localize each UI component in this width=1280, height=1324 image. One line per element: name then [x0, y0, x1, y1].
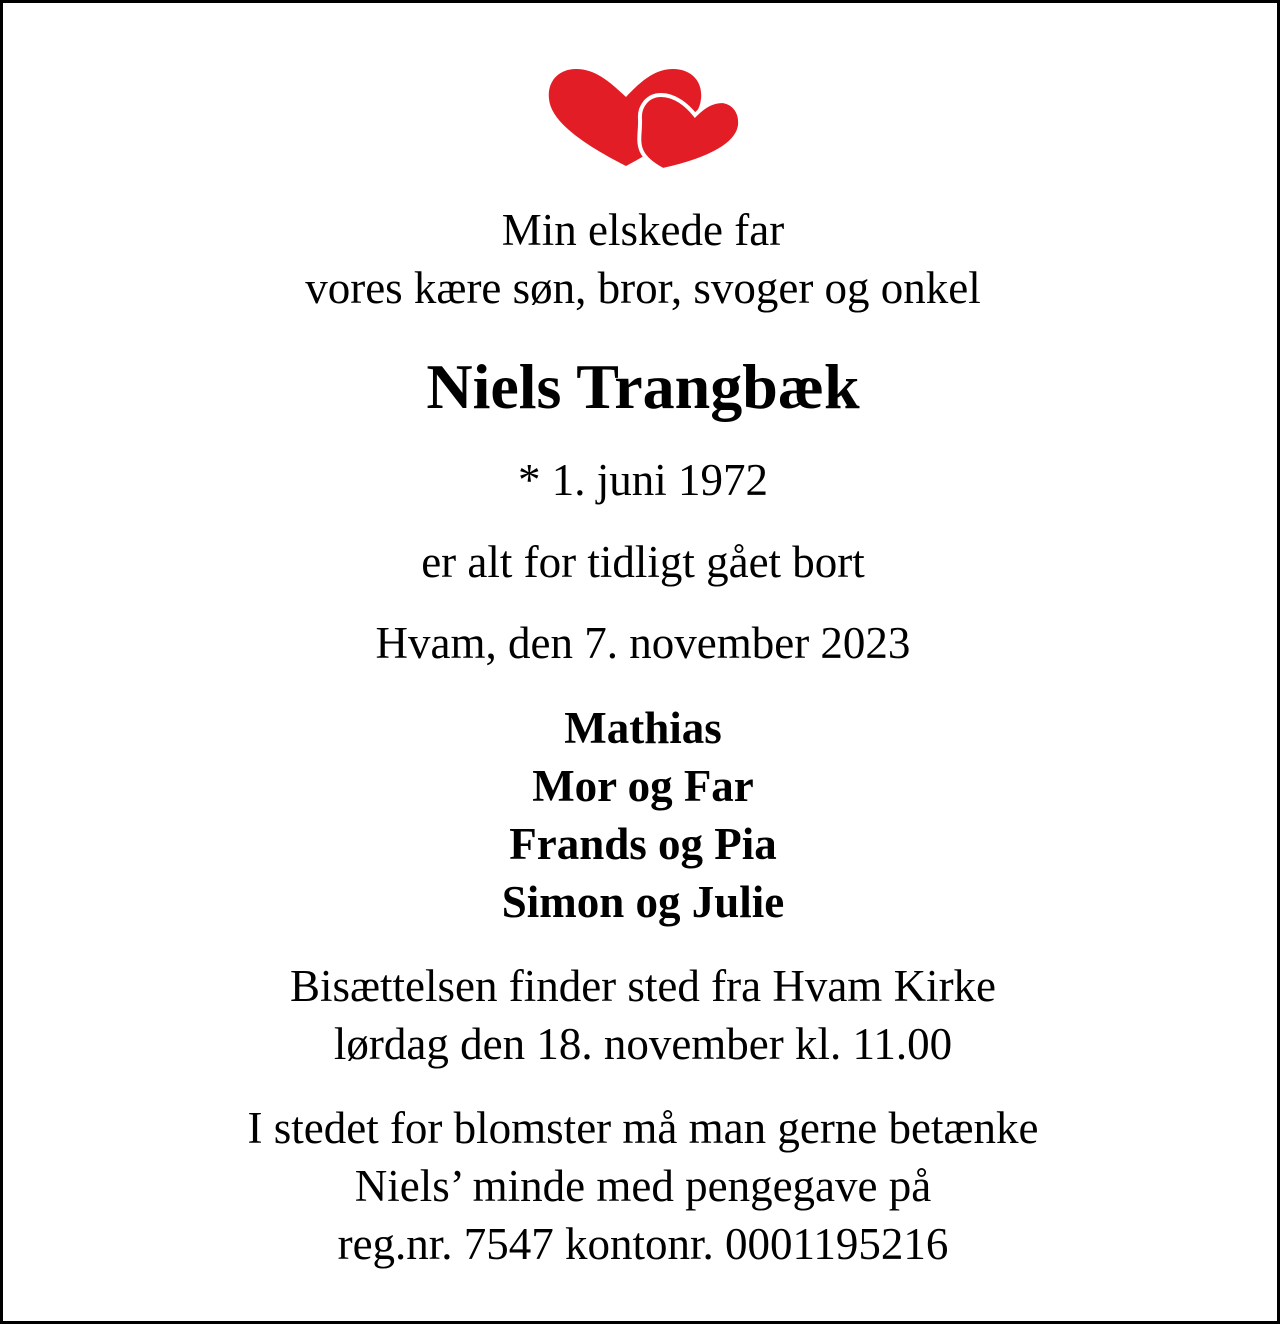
mourner-3: Frands og Pia: [509, 819, 777, 869]
donation-line-1: I stedet for blomster må man gerne betænke: [247, 1103, 1039, 1153]
passing-text: er alt for tidligt gået bort: [421, 537, 865, 587]
mourner-2: Mor og Far: [532, 761, 754, 811]
mourner-4: Simon og Julie: [501, 877, 785, 927]
donation-line-2: Niels’ minde med pengegave på: [354, 1161, 932, 1211]
donation-line-3: reg.nr. 7547 kontonr. 0001195216: [337, 1219, 949, 1269]
intro-line-1: Min elskede far: [501, 205, 785, 255]
place-and-date: Hvam, den 7. november 2023: [375, 618, 911, 668]
funeral-line-1: Bisættelsen finder sted fra Hvam Kirke: [289, 961, 997, 1011]
two-hearts-icon: [543, 63, 743, 173]
mourner-1: Mathias: [564, 703, 722, 753]
intro-line-2: vores kære søn, bror, svoger og onkel: [305, 263, 981, 313]
deceased-name: Niels Trangbæk: [426, 351, 860, 422]
funeral-line-2: lørdag den 18. november kl. 11.00: [333, 1019, 953, 1069]
birth-date: * 1. juni 1972: [517, 455, 768, 505]
